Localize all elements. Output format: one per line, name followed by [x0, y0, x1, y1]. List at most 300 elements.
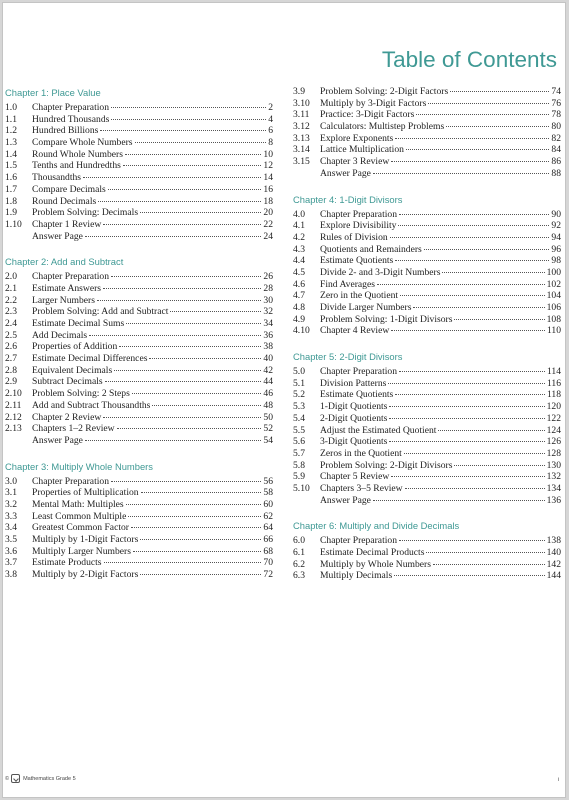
- dot-leader: [111, 481, 261, 482]
- dot-leader: [89, 335, 261, 336]
- lesson-title: Estimate Decimal Differences: [32, 353, 148, 365]
- toc-entry: [5, 546, 273, 558]
- lesson-number: 4.3: [293, 243, 305, 255]
- dot-leader: [126, 323, 261, 324]
- toc-entry: [5, 534, 273, 546]
- dot-leader: [446, 126, 549, 127]
- chapter-heading: Chapter 1: Place Value: [5, 87, 101, 98]
- dot-leader: [389, 418, 544, 419]
- dot-leader: [450, 91, 549, 92]
- lesson-number: 1.3: [5, 137, 17, 149]
- toc-entry: [293, 98, 561, 110]
- dot-leader: [132, 393, 262, 394]
- lesson-number: 4.5: [293, 266, 305, 278]
- toc-entry: [5, 149, 273, 161]
- lesson-title: Chapter 5 Review: [320, 471, 390, 483]
- dot-leader: [373, 173, 550, 174]
- page-reference: 16: [263, 183, 273, 195]
- page-reference: 66: [263, 534, 273, 545]
- toc-entry: [5, 557, 273, 569]
- lesson-number: 3.11: [293, 109, 310, 121]
- page-reference: 76: [551, 97, 561, 109]
- lesson-number: 4.1: [293, 220, 305, 232]
- lesson-number: 2.6: [5, 341, 17, 353]
- toc-entry: [5, 306, 273, 318]
- dot-leader: [413, 307, 544, 308]
- dot-leader: [389, 406, 544, 407]
- lesson-number: 6.1: [293, 547, 305, 558]
- page-reference: 120: [546, 401, 561, 413]
- dot-leader: [131, 527, 261, 528]
- lesson-number: 3.6: [5, 545, 17, 557]
- lesson-number: 2.1: [5, 282, 17, 294]
- page-reference: 100: [546, 266, 561, 278]
- lesson-title: Multiply by Whole Numbers: [320, 558, 431, 570]
- toc-entry: [5, 487, 273, 499]
- dot-leader: [442, 272, 544, 273]
- lesson-number: 3.10: [293, 97, 310, 109]
- page-reference: 78: [551, 109, 561, 121]
- section-spacer: [293, 506, 561, 520]
- dot-leader: [128, 516, 261, 517]
- page-reference: 136: [546, 494, 561, 506]
- dot-leader: [395, 260, 549, 261]
- toc-entry: [5, 207, 273, 219]
- dot-leader: [98, 201, 261, 202]
- page-reference: 32: [263, 306, 273, 318]
- dot-leader: [433, 564, 545, 565]
- toc-entry: [5, 388, 273, 400]
- lesson-title: Mental Math: Multiples: [32, 498, 124, 510]
- lesson-number: 6.0: [293, 535, 305, 547]
- lesson-title: Least Common Multiple: [32, 510, 127, 522]
- lesson-number: 1.4: [5, 148, 17, 160]
- lesson-title: Compare Decimals: [32, 183, 106, 195]
- page-reference: 30: [263, 294, 273, 306]
- toc-entry: [5, 219, 273, 231]
- page-reference: 6: [268, 125, 273, 137]
- dot-leader: [395, 138, 549, 139]
- toc-entry: [5, 400, 273, 412]
- lesson-number: 5.9: [293, 471, 305, 483]
- toc-entry: [293, 156, 561, 168]
- toc-entry: [5, 499, 273, 511]
- toc-entry: [5, 423, 273, 435]
- lesson-title: Add Decimals: [32, 329, 88, 341]
- page-reference: 52: [263, 423, 273, 435]
- lesson-number: 1.5: [5, 160, 17, 172]
- toc-entry: [293, 209, 561, 221]
- lesson-number: 1.6: [5, 172, 17, 184]
- lesson-number: 1.7: [5, 183, 17, 195]
- page-reference: 34: [263, 318, 273, 329]
- lesson-number: 1.10: [5, 218, 22, 230]
- lesson-number: 3.9: [293, 86, 305, 97]
- lesson-title: Chapter 1 Review: [32, 218, 102, 230]
- lesson-number: 4.0: [293, 208, 305, 220]
- dot-leader: [394, 575, 544, 576]
- page-reference: 24: [263, 230, 273, 242]
- lesson-number: 3.5: [5, 534, 17, 545]
- page-reference: 44: [263, 376, 273, 388]
- dot-leader: [399, 371, 545, 372]
- copyright-symbol: ©: [5, 775, 10, 782]
- page-reference: 82: [551, 132, 561, 144]
- lesson-title: Subtract Decimals: [32, 376, 103, 388]
- lesson-title: Larger Numbers: [32, 294, 95, 306]
- page-reference: 62: [263, 510, 273, 522]
- toc-entry: [5, 137, 273, 149]
- lesson-number: 2.13: [5, 423, 22, 435]
- lesson-title: Answer Page: [32, 230, 83, 242]
- lesson-title: Tenths and Hundredths: [32, 160, 121, 172]
- lesson-number: 5.4: [293, 412, 305, 424]
- lesson-title: Multiply by 3-Digit Factors: [320, 97, 427, 109]
- page-reference: 36: [263, 329, 273, 341]
- lesson-title: Estimate Products: [32, 557, 102, 569]
- lesson-title: Multiply Decimals: [320, 570, 393, 582]
- toc-entry: [293, 302, 561, 314]
- toc-entry: [5, 114, 273, 126]
- lesson-number: 4.8: [293, 302, 305, 313]
- page-reference: 40: [263, 353, 273, 365]
- lesson-title: Adjust the Estimated Quotient: [320, 424, 437, 436]
- page-reference: 60: [263, 498, 273, 510]
- lesson-number: 4.6: [293, 278, 305, 290]
- page-reference: 90: [551, 208, 561, 220]
- page-reference: 74: [551, 86, 561, 97]
- lesson-title: Problem Solving: Decimals: [32, 207, 139, 219]
- page-reference: 92: [551, 220, 561, 232]
- book-page: [3, 3, 565, 797]
- lesson-number: 2.9: [5, 376, 17, 388]
- page-reference: 88: [551, 167, 561, 179]
- page-reference: 38: [263, 341, 273, 353]
- lesson-number: 5.8: [293, 459, 305, 471]
- page-reference: 132: [546, 471, 561, 483]
- page-reference: 96: [551, 243, 561, 255]
- page-reference: 122: [546, 412, 561, 424]
- toc-entry: [293, 314, 561, 326]
- page-reference: 84: [551, 144, 561, 156]
- toc-entry: [5, 476, 273, 488]
- dot-leader: [373, 500, 545, 501]
- lesson-title: Chapter Preparation: [320, 535, 397, 547]
- page-reference: 108: [546, 313, 561, 325]
- dot-leader: [111, 119, 266, 120]
- lesson-number: 1.2: [5, 125, 17, 137]
- dot-leader: [117, 428, 262, 429]
- lesson-number: 2.12: [5, 411, 22, 423]
- lesson-number: 3.12: [293, 121, 310, 133]
- dot-leader: [416, 114, 549, 115]
- lesson-title: 2-Digit Quotients: [320, 412, 388, 424]
- page-reference: 22: [263, 218, 273, 230]
- page-reference: 80: [551, 121, 561, 133]
- lesson-number: 4.4: [293, 255, 305, 267]
- dot-leader: [85, 236, 262, 237]
- dot-leader: [391, 476, 544, 477]
- lesson-title: Estimate Decimal Sums: [32, 318, 125, 329]
- toc-entry: [293, 366, 561, 378]
- lesson-number: 2.7: [5, 353, 17, 365]
- lesson-number: 5.0: [293, 366, 305, 378]
- dot-leader: [388, 383, 545, 384]
- toc-entry: [5, 341, 273, 353]
- page-reference: 50: [263, 411, 273, 423]
- dot-leader: [111, 276, 261, 277]
- toc-entry: [5, 271, 273, 283]
- lesson-title: Properties of Multiplication: [32, 487, 139, 499]
- lesson-title: Multiply by 2-Digit Factors: [32, 569, 139, 581]
- page-reference: 72: [263, 569, 273, 581]
- toc-entry: [5, 365, 273, 377]
- page-reference: 118: [546, 389, 561, 401]
- lesson-title: Answer Page: [320, 167, 371, 179]
- toc-entry: [293, 144, 561, 156]
- toc-entry: [293, 244, 561, 256]
- lesson-number: 3.4: [5, 522, 17, 534]
- lesson-title: Chapters 3–5 Review: [320, 482, 403, 494]
- chapter-heading: Chapter 4: 1-Digit Divisors: [293, 193, 403, 205]
- dot-leader: [140, 574, 261, 575]
- page-reference: 28: [263, 282, 273, 294]
- toc-entry: [293, 401, 561, 413]
- toc-entry: [293, 267, 561, 279]
- lesson-number: 5.2: [293, 389, 305, 401]
- dot-leader: [389, 441, 544, 442]
- page-number: i: [557, 777, 559, 783]
- page-reference: 110: [546, 325, 561, 337]
- lesson-number: 3.3: [5, 510, 17, 522]
- dot-leader: [454, 319, 544, 320]
- lesson-number: 3.8: [5, 569, 17, 581]
- lesson-number: 2.2: [5, 294, 17, 306]
- toc-entry: [5, 318, 273, 330]
- lesson-title: Chapter 2 Review: [32, 411, 102, 423]
- page-reference: 102: [546, 278, 561, 290]
- dot-leader: [103, 288, 261, 289]
- lesson-title: Estimate Answers: [32, 282, 102, 294]
- lesson-number: 3.14: [293, 144, 310, 156]
- lesson-title: Compare Whole Numbers: [32, 137, 133, 149]
- page-reference: 144: [546, 570, 561, 582]
- page-reference: 142: [546, 558, 561, 570]
- page-reference: 18: [263, 195, 273, 207]
- dot-leader: [108, 189, 262, 190]
- lesson-number: 1.1: [5, 113, 17, 125]
- page-reference: 48: [263, 399, 273, 411]
- dot-leader: [135, 142, 267, 143]
- lesson-title: Problem Solving: 1-Digit Divisors: [320, 313, 453, 325]
- lesson-title: Problem Solving: Add and Subtract: [32, 306, 169, 318]
- lesson-title: Divide 2- and 3-Digit Numbers: [320, 266, 441, 278]
- lesson-title: Chapter Preparation: [32, 271, 109, 283]
- page-reference: 8: [268, 137, 273, 149]
- dot-leader: [133, 551, 261, 552]
- lesson-title: Hundred Thousands: [32, 113, 110, 125]
- page-reference: 138: [546, 535, 561, 547]
- toc-entry: [5, 160, 273, 172]
- dot-leader: [125, 154, 261, 155]
- lesson-title: Answer Page: [320, 494, 371, 506]
- section-spacer: [5, 242, 273, 256]
- page-reference: 128: [546, 447, 561, 459]
- dot-leader: [97, 300, 261, 301]
- lesson-title: Round Decimals: [32, 195, 97, 207]
- lesson-number: 6.2: [293, 558, 305, 570]
- lesson-title: Quotients and Remainders: [320, 243, 422, 255]
- lesson-title: Chapter Preparation: [320, 208, 397, 220]
- dot-leader: [100, 130, 266, 131]
- lesson-title: Estimate Quotients: [320, 389, 394, 401]
- toc-entry: [293, 389, 561, 401]
- lesson-title: Chapter Preparation: [32, 102, 109, 113]
- page-reference: 26: [263, 271, 273, 283]
- lesson-title: Lattice Multiplication: [320, 144, 404, 156]
- dot-leader: [105, 381, 262, 382]
- dot-leader: [424, 249, 550, 250]
- toc-entry: [293, 535, 561, 547]
- page-reference: 54: [263, 434, 273, 446]
- lesson-title: Zeros in the Quotient: [320, 447, 402, 459]
- lesson-number: 3.7: [5, 557, 17, 569]
- toc-entry: [293, 378, 561, 390]
- toc-entry: [293, 460, 561, 472]
- toc-entry: [5, 231, 273, 243]
- toc-entry: [293, 168, 561, 180]
- lesson-title: Round Whole Numbers: [32, 148, 123, 160]
- page-reference: 116: [546, 377, 561, 389]
- dot-leader: [85, 440, 262, 441]
- page-reference: 10: [263, 148, 273, 160]
- dot-leader: [149, 358, 261, 359]
- toc-entry: [293, 109, 561, 121]
- lesson-title: Equivalent Decimals: [32, 364, 113, 376]
- lesson-title: Hundred Billions: [32, 125, 99, 137]
- lesson-title: Practice: 3-Digit Factors: [320, 109, 415, 121]
- page-reference: 46: [263, 388, 273, 400]
- lesson-title: Greatest Common Factor: [32, 522, 129, 534]
- page-reference: 2: [268, 102, 273, 113]
- toc-entry: [5, 172, 273, 184]
- dot-leader: [103, 417, 261, 418]
- lesson-number: 4.9: [293, 313, 305, 325]
- lesson-number: 5.7: [293, 447, 305, 459]
- toc-left-column: [5, 87, 273, 581]
- toc-entry: [293, 559, 561, 571]
- toc-entry: [5, 102, 273, 114]
- lesson-number: 5.5: [293, 424, 305, 436]
- toc-entry: [293, 413, 561, 425]
- dot-leader: [391, 161, 549, 162]
- toc-entry: [5, 522, 273, 534]
- toc-entry: [293, 547, 561, 559]
- dot-leader: [111, 107, 266, 108]
- lesson-title: Estimate Quotients: [320, 255, 394, 267]
- page-reference: 14: [263, 172, 273, 184]
- lesson-number: 5.6: [293, 436, 305, 448]
- toc-entry: [293, 133, 561, 145]
- page-reference: 126: [546, 436, 561, 448]
- lesson-title: Explore Exponents: [320, 132, 394, 144]
- section-spacer: [293, 337, 561, 351]
- toc-entry: [5, 412, 273, 424]
- lesson-number: 3.13: [293, 132, 310, 144]
- lesson-number: 1.8: [5, 195, 17, 207]
- dot-leader: [103, 224, 261, 225]
- lesson-title: Chapter 4 Review: [320, 325, 390, 337]
- section-spacer: [293, 180, 561, 194]
- page-reference: 56: [263, 475, 273, 487]
- page-reference: 12: [263, 160, 273, 172]
- lesson-number: 3.15: [293, 156, 310, 168]
- page-reference: 68: [263, 545, 273, 557]
- lesson-title: Add and Subtract Thousandths: [32, 399, 151, 411]
- chapter-heading: Chapter 2: Add and Subtract: [5, 256, 124, 268]
- lesson-title: 1-Digit Quotients: [320, 401, 388, 413]
- lesson-number: 3.2: [5, 498, 17, 510]
- lesson-title: Division Patterns: [320, 377, 387, 389]
- dot-leader: [152, 405, 261, 406]
- dot-leader: [404, 453, 545, 454]
- toc-entry: [5, 184, 273, 196]
- dot-leader: [140, 212, 261, 213]
- toc-entry: [293, 495, 561, 507]
- toc-entry: [293, 279, 561, 291]
- lesson-title: Chapter Preparation: [320, 366, 397, 378]
- lesson-number: 3.1: [5, 487, 17, 499]
- dot-leader: [454, 465, 544, 466]
- lesson-number: 3.0: [5, 475, 17, 487]
- page-reference: 64: [263, 522, 273, 534]
- lesson-title: 3-Digit Quotients: [320, 436, 388, 448]
- dot-leader: [391, 330, 545, 331]
- toc-entry: [293, 232, 561, 244]
- lesson-title: Thousandths: [32, 172, 82, 184]
- lesson-title: Problem Solving: 2-Digit Divisors: [320, 459, 453, 471]
- page-reference: 130: [546, 459, 561, 471]
- lesson-number: 2.8: [5, 364, 17, 376]
- page-reference: 98: [551, 255, 561, 267]
- dot-leader: [438, 430, 544, 431]
- toc-entry: [5, 511, 273, 523]
- dot-leader: [390, 237, 550, 238]
- toc-entry: [293, 290, 561, 302]
- page-title: Table of Contents: [381, 47, 557, 72]
- toc-entry: [293, 220, 561, 232]
- toc-entry: [5, 569, 273, 581]
- dot-leader: [400, 295, 545, 296]
- toc-entry: [293, 570, 561, 582]
- toc-entry: [5, 353, 273, 365]
- dot-leader: [405, 488, 545, 489]
- page-reference: 86: [551, 156, 561, 168]
- lesson-number: 2.10: [5, 388, 22, 400]
- dot-leader: [126, 504, 262, 505]
- dot-leader: [377, 284, 545, 285]
- lesson-title: Answer Page: [32, 434, 83, 446]
- toc-entry: [293, 121, 561, 133]
- page-reference: 104: [546, 290, 561, 302]
- dot-leader: [114, 370, 261, 371]
- lesson-title: Find Averages: [320, 278, 375, 290]
- lesson-number: 5.1: [293, 377, 305, 389]
- lesson-number: 4.7: [293, 290, 305, 302]
- page-reference: 20: [263, 207, 273, 219]
- dot-leader: [104, 562, 262, 563]
- dot-leader: [123, 165, 262, 166]
